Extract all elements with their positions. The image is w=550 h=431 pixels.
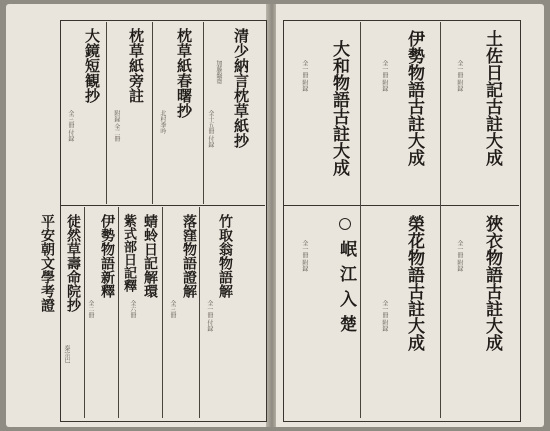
book-details: 全二冊 [86, 300, 94, 318]
column-rule [84, 207, 85, 418]
author-name: 秦宗巴 [62, 345, 70, 363]
right-page-divider [283, 205, 519, 206]
book-title: 大和物語古註大成 [329, 40, 349, 176]
book-title: 大鏡短観抄 [83, 28, 101, 103]
book-details: 全一冊 附録 [300, 60, 308, 92]
left-page-divider [60, 205, 265, 206]
book-details: 全一冊 附録 [455, 60, 463, 92]
book-details: 全一冊 付録 [205, 300, 213, 332]
book-details: 全一冊 附録 [300, 240, 308, 272]
book-details: 全一冊 附録 [380, 60, 388, 92]
book-title: 紫式部日記釋 [121, 214, 136, 292]
book-title: 落窪物語證解 [181, 214, 197, 298]
book-title: 蜻蛉日記解環 [142, 214, 158, 298]
book-details: 全六冊 [128, 300, 136, 318]
book-details: 附録 全二冊 [112, 110, 120, 142]
book-title: 伊勢物語新釋 [99, 214, 115, 298]
book-title: 清少納言枕草紙抄 [232, 28, 250, 148]
book-title: 伊勢物語古註大成 [404, 30, 424, 166]
author-name: 加藤盤齋 [214, 60, 222, 84]
column-rule [162, 207, 163, 418]
book-title: 狹衣物語古註大成 [482, 215, 502, 351]
column-rule [203, 22, 204, 204]
book-title: 土佐日記古註大成 [482, 30, 502, 166]
book-details: 全十五冊 付録 [206, 110, 214, 148]
book-details: 全三冊 [168, 300, 176, 318]
book-title: 枕草紙春曙抄 [175, 28, 193, 118]
column-rule [118, 207, 119, 418]
book-details: 全一冊 附録 [380, 300, 388, 332]
book-details: 全一冊 附録 [455, 240, 463, 272]
column-rule [440, 22, 441, 418]
circle-mark-icon [339, 218, 351, 230]
column-rule [360, 22, 361, 418]
book-title: 竹取翁物語解 [217, 214, 233, 298]
book-details: 全三冊 付録 [66, 110, 74, 142]
book-title: 岷江入楚 [336, 240, 356, 340]
book-title: 枕草紙旁註 [127, 28, 145, 103]
book-title: 平安朝文學考證 [39, 214, 55, 312]
author-name: 北村季吟 [158, 110, 166, 134]
column-rule [152, 22, 153, 204]
column-rule [199, 207, 200, 418]
column-rule [106, 22, 107, 204]
book-title: 徒然草壽命院抄 [65, 214, 81, 312]
book-title: 榮花物語古註大成 [404, 215, 424, 351]
